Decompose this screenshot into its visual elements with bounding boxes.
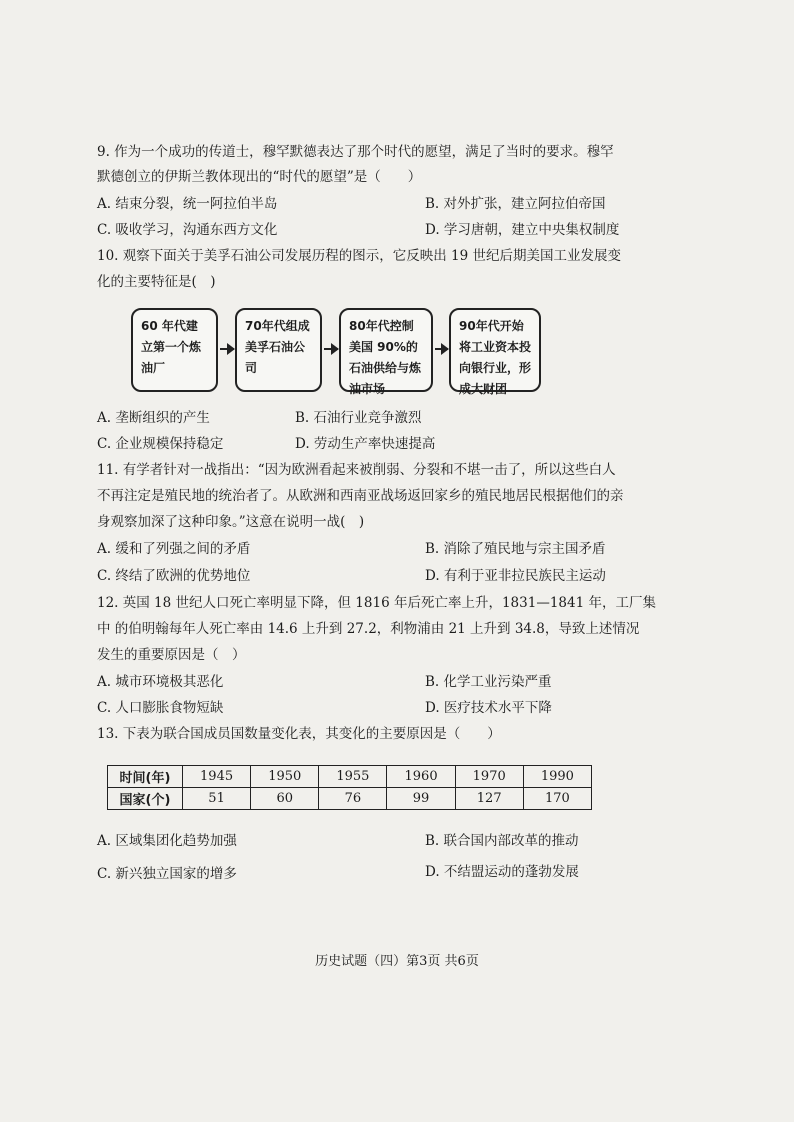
table-cell: 51 (183, 788, 251, 810)
q11-stem-line3: 身观察加深了这种印象。”这意在说明一战( ) (97, 514, 365, 530)
flow-box-1: 60 年代建立第一个炼油厂 (131, 308, 218, 392)
q10-option-a: A. 垄断组织的产生 (97, 410, 210, 426)
q10-option-d: D. 劳动生产率快速提高 (295, 436, 436, 452)
page-footer: 历史试题（四）第3页 共6页 (315, 954, 479, 969)
q9-option-a: A. 结束分裂，统一阿拉伯半岛 (97, 196, 278, 212)
q9-stem-line1: 9. 作为一个成功的传道士，穆罕默德表达了那个时代的愿望，满足了当时的要求。穆罕 (97, 144, 614, 160)
q13-option-a: A. 区域集团化趋势加强 (97, 833, 237, 849)
q13-option-b: B. 联合国内部改革的推动 (425, 833, 579, 849)
q12-stem-line2: 中 的伯明翰每年人死亡率由 14.6 上升到 27.2，利物浦由 21 上升到 34.8，导致上述情况 (97, 621, 640, 637)
q10-option-c: C. 企业规模保持稳定 (97, 436, 224, 452)
flow-arrow-2 (324, 348, 338, 350)
q11-option-a: A. 缓和了列强之间的矛盾 (97, 541, 251, 557)
table-row-years (108, 766, 592, 788)
table-cell: 1950 (251, 766, 319, 788)
table-header-count: 国家(个) (108, 788, 183, 810)
flow-arrow-1 (220, 348, 234, 350)
table-cell: 1955 (319, 766, 387, 788)
table-cell: 170 (523, 788, 591, 810)
q9-option-d: D. 学习唐朝，建立中央集权制度 (425, 222, 620, 238)
table-cell: 99 (387, 788, 455, 810)
q10-flow-diagram (131, 308, 541, 398)
q12-option-d: D. 医疗技术水平下降 (425, 700, 552, 716)
q12-option-c: C. 人口膨胀食物短缺 (97, 700, 224, 716)
flow-box-3: 80年代控制美国 90%的石油供给与炼油市场 (339, 308, 433, 392)
table-cell: 60 (251, 788, 319, 810)
flow-box-2: 70年代组成美孚石油公司 (235, 308, 322, 392)
q13-option-d: D. 不结盟运动的蓬勃发展 (425, 864, 579, 880)
q11-stem-line1: 11. 有学者针对一战指出：“因为欧洲看起来被削弱、分裂和不堪一击了，所以这些白人 (97, 462, 616, 478)
q11-option-b: B. 消除了殖民地与宗主国矛盾 (425, 541, 606, 557)
q13-stem-line1: 13. 下表为联合国成员国数量变化表，其变化的主要原因是（ ） (97, 726, 501, 742)
q9-option-b: B. 对外扩张，建立阿拉伯帝国 (425, 196, 606, 212)
q13-un-members-table (107, 765, 592, 810)
table-cell: 1960 (387, 766, 455, 788)
flow-box-4: 90年代开始将工业资本投向银行业，形成大财团 (449, 308, 541, 392)
table-cell: 76 (319, 788, 387, 810)
table-cell: 1945 (183, 766, 251, 788)
flow-arrow-3 (435, 348, 448, 350)
q11-option-d: D. 有利于亚非拉民族民主运动 (425, 568, 606, 584)
q11-option-c: C. 终结了欧洲的优势地位 (97, 568, 251, 584)
q10-stem-line1: 10. 观察下面关于美孚石油公司发展历程的图示，它反映出 19 世纪后期美国工业发展变 (97, 248, 622, 264)
q9-option-c: C. 吸收学习，沟通东西方文化 (97, 222, 278, 238)
table-cell: 1970 (455, 766, 523, 788)
q12-option-a: A. 城市环境极其恶化 (97, 674, 224, 690)
q12-stem-line3: 发生的重要原因是（ ） (97, 647, 246, 663)
q10-stem-line2: 化的主要特征是( ) (97, 274, 216, 290)
table-cell: 1990 (523, 766, 591, 788)
table-row-counts (108, 788, 592, 810)
q12-option-b: B. 化学工业污染严重 (425, 674, 552, 690)
table-cell: 127 (455, 788, 523, 810)
q12-stem-line1: 12. 英国 18 世纪人口死亡率明显下降，但 1816 年后死亡率上升，1831—1841 年，工厂集 (97, 595, 656, 611)
q10-option-b: B. 石油行业竞争激烈 (295, 410, 422, 426)
q9-stem-line2: 默德创立的伊斯兰教体现出的“时代的愿望”是（ ） (97, 169, 422, 185)
q11-stem-line2: 不再注定是殖民地的统治者了。从欧洲和西南亚战场返回家乡的殖民地居民根据他们的亲 (97, 488, 624, 504)
q13-option-c: C. 新兴独立国家的增多 (97, 866, 237, 882)
table-header-year: 时间(年) (108, 766, 183, 788)
